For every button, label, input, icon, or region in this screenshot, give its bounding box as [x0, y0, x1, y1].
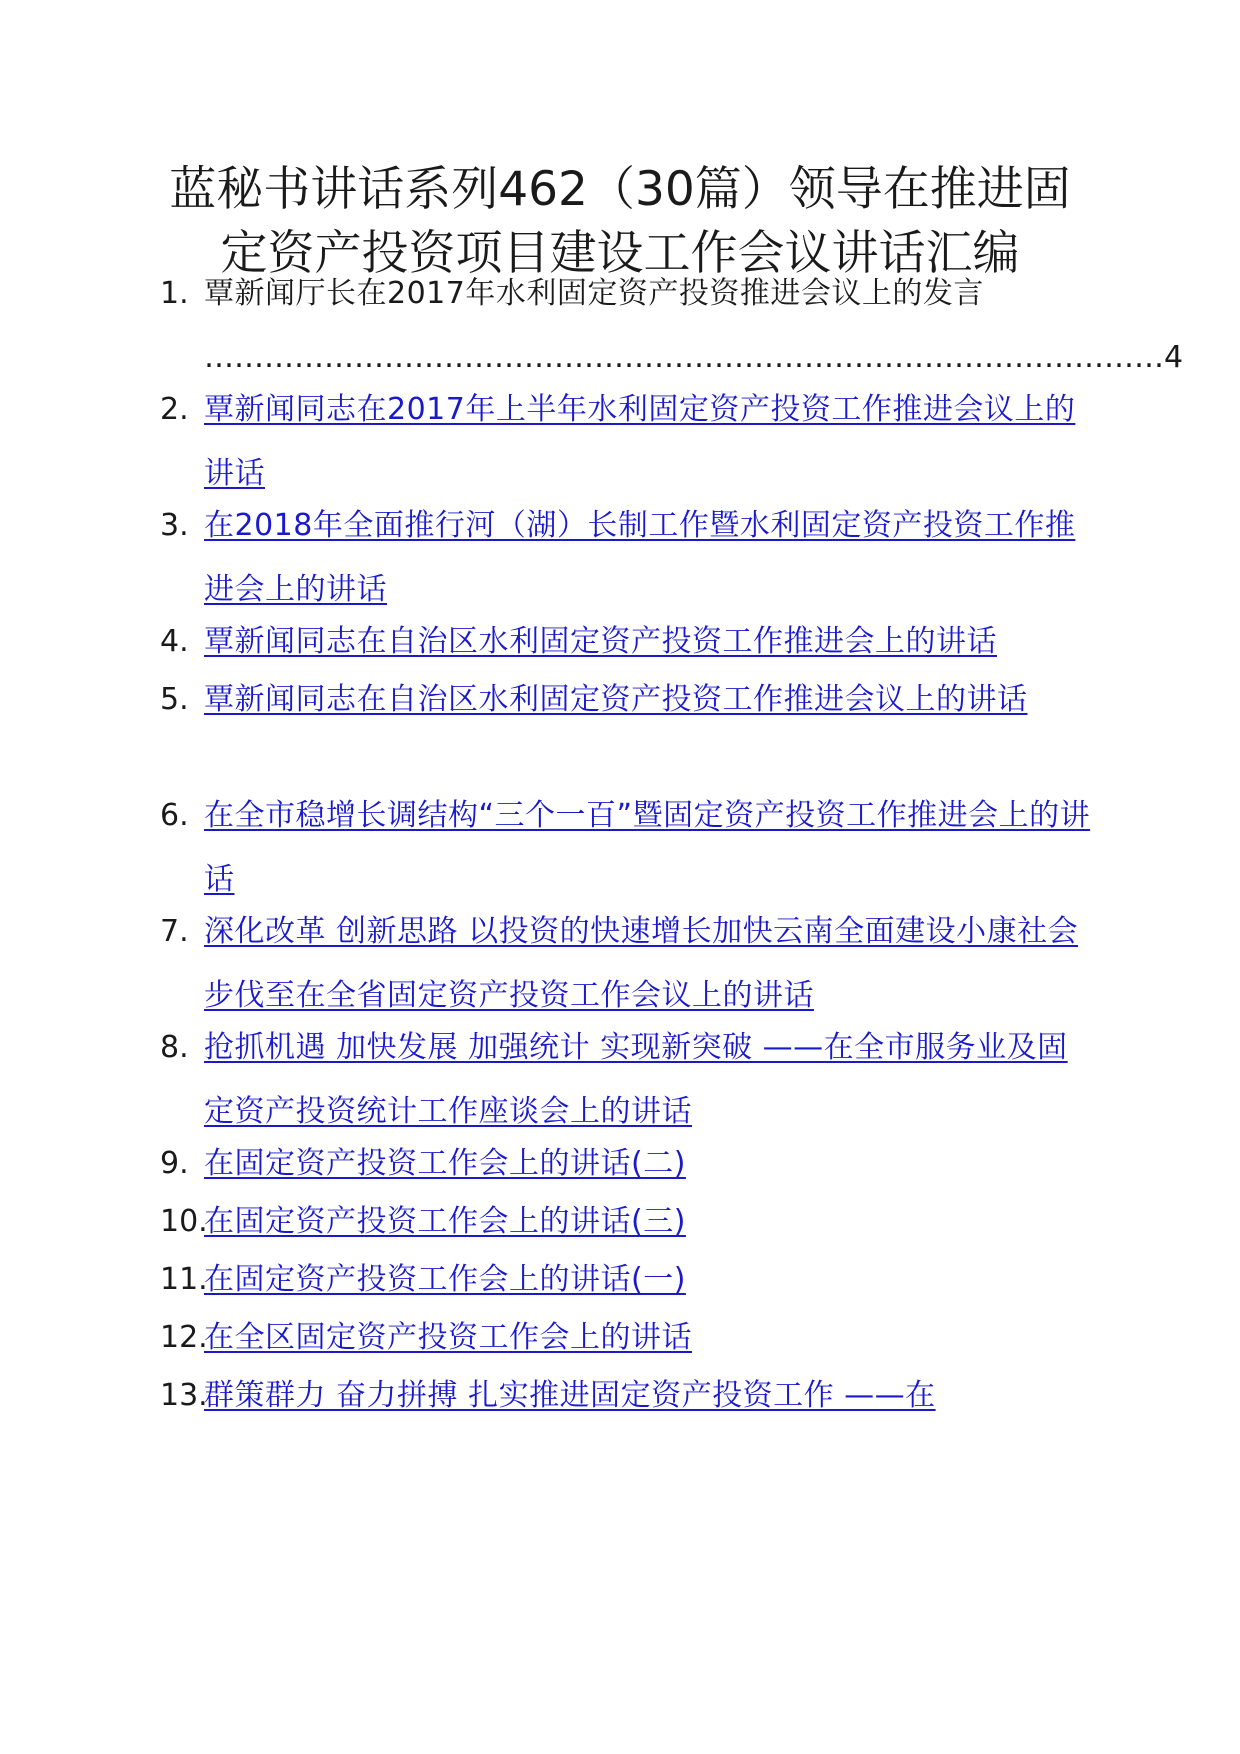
title-line-1: 蓝秘书讲话系列462（30篇）领导在推进固 [169, 162, 1071, 217]
title-line-2: 定资产投资项目建设工作会议讲话汇编 [220, 226, 1020, 281]
toc-item-8[interactable] [160, 1016, 1100, 1144]
toc-item-number: 11. [160, 1262, 208, 1297]
toc-item-13[interactable] [160, 1364, 1100, 1428]
toc-link[interactable]: 群策群力 奋力拼搏 扎实推进固定资产投资工作 ——在 [204, 1378, 936, 1413]
toc-link[interactable]: 深化改革 创新思路 以投资的快速增长加快云南全面建设小康社会步伐至在全省固定资产投资工作会议上的讲话 [204, 914, 1079, 1013]
toc-link[interactable]: 在全市稳增长调结构“三个一百”暨固定资产投资工作推进会上的讲话 [204, 798, 1091, 897]
toc-item-number: 7. [160, 914, 189, 949]
toc-item-number: 10. [160, 1204, 208, 1239]
toc-item-number: 4. [160, 624, 189, 659]
toc-item-5[interactable] [160, 668, 1100, 732]
toc-link[interactable]: 覃新闻同志在自治区水利固定资产投资工作推进会上的讲话 [204, 624, 997, 659]
toc-item-number: 12. [160, 1320, 208, 1355]
toc-link[interactable]: 抢抓机遇 加快发展 加强统计 实现新突破 ——在全市服务业及固定资产投资统计工作座谈会上的讲话 [204, 1030, 1068, 1129]
toc-link[interactable]: 覃新闻同志在2017年上半年水利固定资产投资工作推进会议上的讲话 [204, 392, 1076, 491]
toc-item-text: 覃新闻厅长在2017年水利固定资产投资推进会议上的发言 [204, 276, 984, 311]
toc-item-11[interactable] [160, 1248, 1100, 1312]
toc-item-6[interactable] [160, 784, 1100, 912]
toc-item-number: 9. [160, 1146, 189, 1181]
toc-item-number: 3. [160, 508, 189, 543]
toc-item-1 [160, 262, 1184, 390]
toc-link[interactable]: 在固定资产投资工作会上的讲话(一) [204, 1262, 686, 1297]
toc-item-12[interactable] [160, 1306, 1100, 1370]
toc-item-number: 1. [160, 276, 189, 311]
toc-link[interactable]: 覃新闻同志在自治区水利固定资产投资工作推进会议上的讲话 [204, 682, 1028, 717]
toc-item-2[interactable] [160, 378, 1100, 506]
toc-dot-leader: ……………………………………………………………………………………4 [204, 340, 1184, 375]
toc-link[interactable]: 在固定资产投资工作会上的讲话(二) [204, 1146, 686, 1181]
toc-item-number: 5. [160, 682, 189, 717]
toc-item-9[interactable] [160, 1132, 1100, 1196]
toc-item-number: 13. [160, 1378, 208, 1413]
toc-item-3[interactable] [160, 494, 1100, 622]
toc-item-10[interactable] [160, 1190, 1100, 1254]
toc-link[interactable]: 在固定资产投资工作会上的讲话(三) [204, 1204, 686, 1239]
toc-item-number: 8. [160, 1030, 189, 1065]
toc-item-7[interactable] [160, 900, 1100, 1028]
toc-item-4[interactable] [160, 610, 1100, 674]
toc-item-number: 6. [160, 798, 189, 833]
toc-link[interactable]: 在全区固定资产投资工作会上的讲话 [204, 1320, 692, 1355]
toc-item-number: 2. [160, 392, 189, 427]
toc-link[interactable]: 在2018年全面推行河（湖）长制工作暨水利固定资产投资工作推进会上的讲话 [204, 508, 1076, 607]
